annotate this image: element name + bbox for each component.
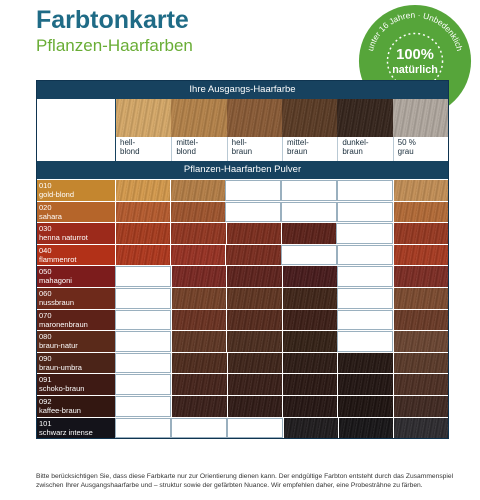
- product-label: [37, 180, 115, 201]
- result-swatch: [171, 288, 226, 309]
- empty-cell: [336, 223, 392, 244]
- empty-cell: [337, 180, 393, 201]
- start-color-sample: [227, 99, 282, 161]
- empty-cell: [281, 180, 337, 201]
- empty-cell: [115, 418, 171, 439]
- empty-cell: [227, 418, 283, 439]
- product-code: 060: [39, 288, 52, 298]
- product-name: henna naturrot: [39, 233, 88, 243]
- result-swatch: [393, 266, 448, 287]
- product-label: [37, 288, 115, 309]
- result-swatch: [282, 353, 337, 374]
- result-swatch: [171, 396, 226, 417]
- product-row: [37, 330, 448, 352]
- product-label: [37, 223, 115, 244]
- empty-cell: [337, 288, 393, 309]
- hair-swatch: [393, 99, 448, 137]
- hair-swatch: [171, 99, 226, 137]
- empty-cell: [115, 353, 171, 374]
- result-swatch: [282, 310, 337, 331]
- result-swatch: [171, 310, 226, 331]
- start-color-row: [37, 99, 448, 161]
- empty-cell: [115, 331, 171, 352]
- result-swatch: [225, 245, 280, 266]
- result-swatch: [226, 310, 281, 331]
- result-swatch: [282, 331, 337, 352]
- empty-cell: [115, 288, 171, 309]
- powder-header: Pflanzen-Haarfarben Pulver: [37, 161, 448, 179]
- result-swatch: [337, 374, 392, 395]
- start-color-samples: [116, 99, 448, 161]
- product-code: 010: [39, 181, 52, 190]
- start-color-label: hell- braun: [227, 137, 282, 161]
- result-swatch: [115, 245, 170, 266]
- result-swatch: [393, 418, 448, 439]
- result-swatch: [281, 223, 336, 244]
- start-color-sample: [116, 99, 171, 161]
- product-label: [37, 310, 115, 331]
- empty-cell: [225, 180, 281, 201]
- product-label: [37, 266, 115, 287]
- hair-swatch: [282, 99, 337, 137]
- product-name: braun-umbra: [39, 362, 82, 372]
- empty-cell: [115, 266, 171, 287]
- start-color-label: dunkel- braun: [337, 137, 392, 161]
- product-name: kaffee-braun: [39, 405, 81, 415]
- product-label: [37, 374, 115, 395]
- product-row: [37, 287, 448, 309]
- result-swatch: [393, 353, 448, 374]
- product-rows: [37, 179, 448, 438]
- result-swatch: [338, 418, 393, 439]
- product-row: [37, 352, 448, 374]
- result-swatch: [170, 202, 225, 223]
- svg-text:natürlich: natürlich: [392, 63, 438, 76]
- empty-cell: [337, 202, 393, 223]
- result-swatch: [283, 418, 338, 439]
- product-name: mahagoni: [39, 276, 72, 286]
- start-color-sample: [171, 99, 226, 161]
- result-swatch: [171, 374, 226, 395]
- start-color-sample: [393, 99, 448, 161]
- result-swatch: [337, 396, 392, 417]
- result-swatch: [393, 374, 448, 395]
- result-swatch: [337, 353, 392, 374]
- svg-text:unter 16 Jahren · Unbedenklich: unter 16 Jahren · Unbedenklich: [365, 9, 465, 53]
- product-code: 070: [39, 310, 52, 320]
- empty-cell: [337, 331, 393, 352]
- result-swatch: [170, 245, 225, 266]
- empty-cell: [171, 418, 227, 439]
- color-chart-table: [36, 80, 449, 439]
- product-row: [37, 265, 448, 287]
- product-code: 092: [39, 396, 52, 406]
- start-color-label: hell- blond: [116, 137, 171, 161]
- result-swatch: [170, 223, 225, 244]
- empty-cell: [337, 245, 393, 266]
- product-code: 040: [39, 245, 52, 255]
- result-swatch: [393, 331, 448, 352]
- product-row: [37, 373, 448, 395]
- empty-cell: [337, 266, 393, 287]
- empty-cell: [115, 396, 171, 417]
- product-code: 091: [39, 375, 52, 385]
- product-row: [37, 395, 448, 417]
- empty-cell: [337, 310, 393, 331]
- result-swatch: [282, 266, 337, 287]
- result-swatch: [171, 353, 226, 374]
- product-code: 090: [39, 353, 52, 363]
- result-swatch: [115, 223, 170, 244]
- start-color-sample: [282, 99, 337, 161]
- hair-swatch: [337, 99, 392, 137]
- hair-swatch: [116, 99, 171, 137]
- product-row: [37, 222, 448, 244]
- product-row: [37, 179, 448, 201]
- empty-cell: [281, 245, 337, 266]
- result-swatch: [171, 331, 226, 352]
- product-label: [37, 202, 115, 223]
- result-swatch: [393, 223, 448, 244]
- result-swatch: [226, 266, 281, 287]
- empty-cell: [115, 310, 171, 331]
- product-name: flammenrot: [39, 254, 77, 264]
- page-title: Farbtonkarte: [36, 6, 189, 34]
- product-label: [37, 396, 115, 417]
- start-color-header: Ihre Ausgangs-Haarfarbe: [37, 81, 448, 99]
- product-name: gold-blond: [39, 190, 75, 199]
- product-row: [37, 244, 448, 266]
- result-swatch: [282, 374, 337, 395]
- result-swatch: [226, 331, 281, 352]
- product-name: sahara: [39, 211, 62, 221]
- page-subtitle: Pflanzen-Haarfarben: [36, 36, 193, 55]
- product-row: [37, 417, 448, 439]
- product-row: [37, 309, 448, 331]
- result-swatch: [227, 396, 282, 417]
- product-name: nussbraun: [39, 297, 75, 307]
- result-swatch: [226, 288, 281, 309]
- result-swatch: [226, 223, 281, 244]
- empty-cell: [115, 374, 171, 395]
- result-swatch: [282, 396, 337, 417]
- empty-cell: [281, 202, 337, 223]
- result-swatch: [282, 288, 337, 309]
- result-swatch: [393, 202, 448, 223]
- corner-blank: [37, 99, 116, 161]
- start-color-label: 50 % grau: [393, 137, 448, 161]
- product-label: [37, 353, 115, 374]
- result-swatch: [115, 202, 170, 223]
- svg-text:100%: 100%: [396, 47, 434, 64]
- result-swatch: [393, 310, 448, 331]
- product-label: [37, 331, 115, 352]
- product-name: schwarz intense: [39, 427, 93, 437]
- product-label: [37, 418, 115, 439]
- result-swatch: [227, 374, 282, 395]
- product-code: 050: [39, 267, 52, 277]
- product-code: 030: [39, 224, 52, 234]
- hair-swatch: [227, 99, 282, 137]
- product-code: 020: [39, 202, 52, 212]
- product-row: [37, 201, 448, 223]
- product-name: maronenbraun: [39, 319, 88, 329]
- footnote: Bitte berücksichtigen Sie, dass diese Farbkarte nur zur Orientierung dienen kann. Der endgültige Farbton entsteht durch das Zusammenspiel zwischen Ihrer Ausgangshaarfarbe und – struktur sowie der gefärbten Nuance. Wir empfehlen daher, eine Probesträhne zu färben.: [36, 473, 454, 489]
- start-color-sample: [337, 99, 392, 161]
- product-code: 080: [39, 332, 52, 342]
- product-code: 101: [39, 418, 52, 428]
- result-swatch: [393, 288, 448, 309]
- result-swatch: [393, 180, 448, 201]
- start-color-label: mittel- braun: [282, 137, 337, 161]
- result-swatch: [170, 180, 225, 201]
- result-swatch: [393, 245, 448, 266]
- result-swatch: [227, 353, 282, 374]
- product-name: braun-natur: [39, 341, 78, 351]
- empty-cell: [225, 202, 281, 223]
- result-swatch: [393, 396, 448, 417]
- product-name: schoko-braun: [39, 384, 85, 394]
- start-color-label: mittel- blond: [171, 137, 226, 161]
- product-label: [37, 245, 115, 266]
- result-swatch: [171, 266, 226, 287]
- result-swatch: [115, 180, 170, 201]
